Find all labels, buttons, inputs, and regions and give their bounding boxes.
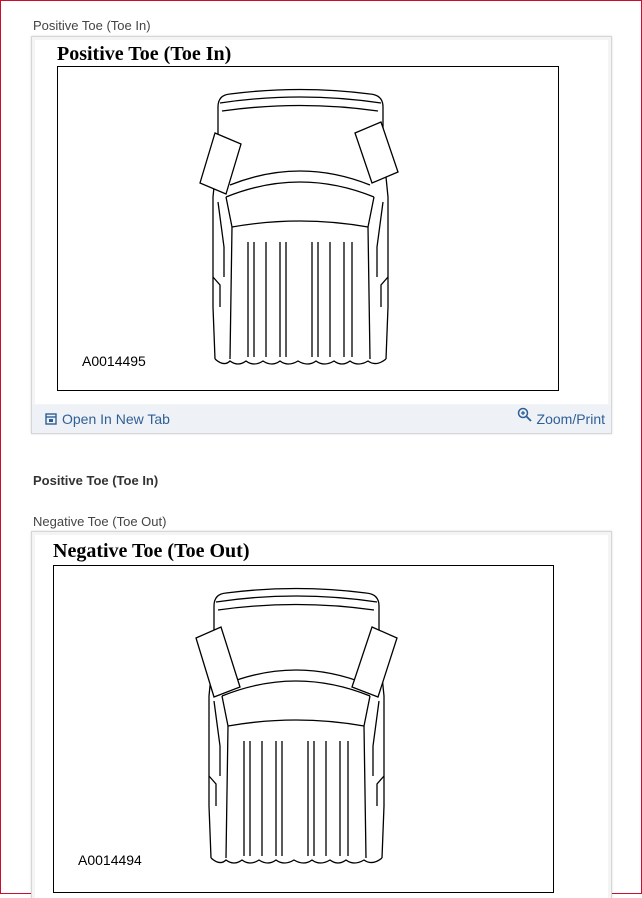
- open-in-new-tab-button[interactable]: [45, 411, 170, 427]
- open-in-new-tab-label: Open In New Tab: [62, 411, 170, 427]
- open-in-new-tab-icon: [45, 413, 57, 425]
- figure-reference-id: A0014494: [78, 852, 142, 868]
- figure-caption-positive-toe: Positive Toe (Toe In): [33, 18, 151, 33]
- zoom-print-button[interactable]: [517, 407, 605, 427]
- figure-caption-negative-toe: Negative Toe (Toe Out): [33, 514, 167, 529]
- toe-in-vehicle-drawing: [58, 67, 558, 390]
- figure-toolbar: [32, 405, 611, 433]
- toe-out-vehicle-drawing: [54, 566, 553, 892]
- figure-reference-id: A0014495: [82, 353, 146, 369]
- figure-image-negative-toe[interactable]: [35, 535, 608, 898]
- zoom-print-label: Zoom/Print: [536, 411, 605, 427]
- diagram-title: Positive Toe (Toe In): [57, 43, 232, 65]
- diagram-frame: [53, 565, 554, 893]
- diagram-frame: [57, 66, 559, 391]
- figure-caption-bold: Positive Toe (Toe In): [33, 473, 159, 488]
- figure-image-positive-toe[interactable]: [35, 40, 608, 404]
- figure-card-negative-toe: [31, 531, 612, 898]
- diagram-title: Negative Toe (Toe Out): [53, 540, 250, 562]
- magnifier-plus-icon: [517, 407, 532, 422]
- figure-card-positive-toe: [31, 36, 612, 434]
